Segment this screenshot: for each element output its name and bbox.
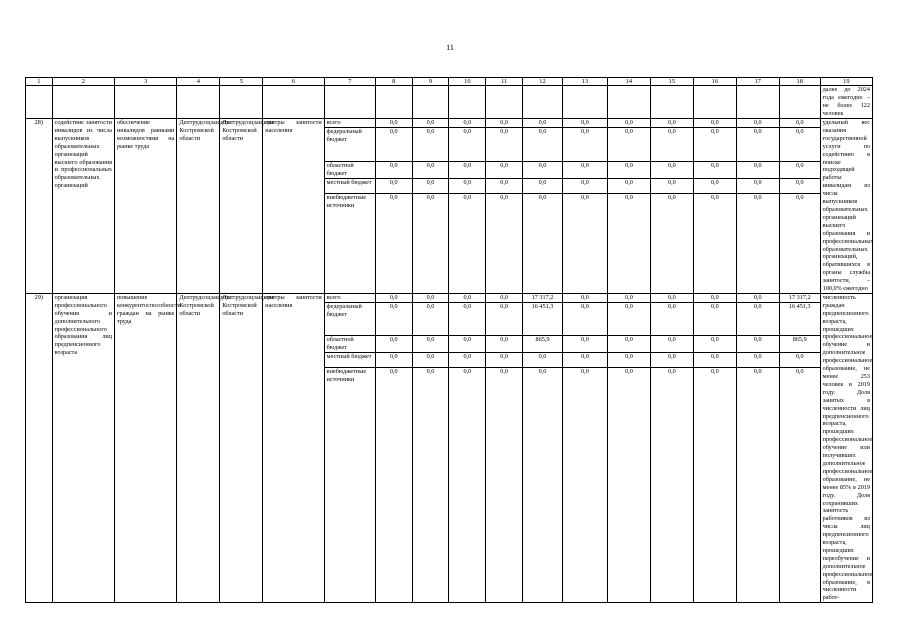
funding-value: 0,0 bbox=[650, 293, 693, 302]
budget-line-row bbox=[26, 293, 873, 302]
funding-value: 0,0 bbox=[562, 178, 607, 193]
funding-value: 0,0 bbox=[449, 336, 486, 353]
responsible-executor: Дептрудсоцзащиты Костромской области bbox=[177, 293, 220, 602]
empty-cell bbox=[177, 86, 220, 119]
funding-value: 0,0 bbox=[562, 119, 607, 128]
funding-value: 0,0 bbox=[693, 119, 736, 128]
funding-value: 0,0 bbox=[523, 161, 563, 178]
funding-value: 0,0 bbox=[486, 293, 523, 302]
event-name: содействие занятости инвалидов из числа выпускников образовательных организаций высшего образования и профессиональных образовательных организаций bbox=[52, 119, 114, 294]
funding-value: 0,0 bbox=[449, 353, 486, 368]
funding-value: 0,0 bbox=[486, 353, 523, 368]
header-cell: 10 bbox=[449, 78, 486, 86]
funding-value: 0,0 bbox=[607, 161, 650, 178]
funding-value: 0,0 bbox=[736, 368, 779, 603]
funding-value: 0,0 bbox=[607, 368, 650, 603]
funding-value: 0,0 bbox=[412, 178, 449, 193]
header-cell: 4 bbox=[177, 78, 220, 86]
funding-source: местный бюджет bbox=[324, 178, 375, 193]
funding-value: 0,0 bbox=[486, 336, 523, 353]
header-cell: 11 bbox=[486, 78, 523, 86]
empty-cell bbox=[650, 86, 693, 119]
funding-value: 0,0 bbox=[449, 178, 486, 193]
participants: центры занятости населения bbox=[263, 293, 324, 602]
funding-value: 0,0 bbox=[375, 353, 412, 368]
funding-source: внебюджетные источники bbox=[324, 368, 375, 603]
header-row bbox=[26, 78, 873, 86]
header-cell: 3 bbox=[114, 78, 176, 86]
funding-value: 0,0 bbox=[449, 368, 486, 603]
empty-cell bbox=[607, 86, 650, 119]
header-cell: 19 bbox=[820, 78, 872, 86]
funding-source: федеральный бюджет bbox=[324, 128, 375, 162]
empty-cell bbox=[114, 86, 176, 119]
participants: центры занятости населения bbox=[263, 119, 324, 294]
funding-value: 0,0 bbox=[449, 119, 486, 128]
responsible-executor: Дептрудсоцзащиты Костромской области bbox=[177, 119, 220, 294]
funding-value: 0,0 bbox=[449, 161, 486, 178]
funding-value: 0,0 bbox=[650, 336, 693, 353]
funding-value: 0,0 bbox=[449, 293, 486, 302]
funding-value: 0,0 bbox=[736, 128, 779, 162]
funding-value: 0,0 bbox=[412, 161, 449, 178]
funding-source: областной бюджет bbox=[324, 336, 375, 353]
funding-source: областной бюджет bbox=[324, 161, 375, 178]
funding-value: 0,0 bbox=[375, 368, 412, 603]
funding-value: 0,0 bbox=[375, 178, 412, 193]
funding-value: 16 451,3 bbox=[779, 302, 820, 335]
funding-value: 0,0 bbox=[693, 128, 736, 162]
funding-value: 0,0 bbox=[650, 302, 693, 335]
funding-value: 0,0 bbox=[693, 336, 736, 353]
funding-value: 0,0 bbox=[486, 128, 523, 162]
funding-value: 865,9 bbox=[779, 336, 820, 353]
funding-value: 0,0 bbox=[650, 178, 693, 193]
funding-source: всего bbox=[324, 119, 375, 128]
funding-value: 0,0 bbox=[779, 353, 820, 368]
funding-value: 0,0 bbox=[650, 353, 693, 368]
funding-value: 0,0 bbox=[486, 178, 523, 193]
funding-value: 0,0 bbox=[607, 336, 650, 353]
empty-cell bbox=[736, 86, 779, 119]
funding-value: 0,0 bbox=[523, 178, 563, 193]
event-name: организация профессионального обучения и дополнительного профессионального образования лиц предпенсионного возраста bbox=[52, 293, 114, 602]
indicator-continuation: далее до 2024 года ежегодно – не более 122 человек bbox=[820, 86, 872, 119]
funding-value: 0,0 bbox=[650, 194, 693, 294]
header-cell: 1 bbox=[26, 78, 53, 86]
funding-value: 0,0 bbox=[650, 128, 693, 162]
funding-value: 0,0 bbox=[779, 119, 820, 128]
funding-value: 0,0 bbox=[375, 161, 412, 178]
empty-cell bbox=[52, 86, 114, 119]
funding-value: 17 317,2 bbox=[523, 293, 563, 302]
header-cell: 8 bbox=[375, 78, 412, 86]
funding-value: 0,0 bbox=[779, 368, 820, 603]
funding-value: 0,0 bbox=[607, 302, 650, 335]
funding-value: 0,0 bbox=[486, 368, 523, 603]
funding-value: 0,0 bbox=[449, 128, 486, 162]
funding-value: 0,0 bbox=[562, 128, 607, 162]
funding-value: 0,0 bbox=[607, 353, 650, 368]
empty-cell bbox=[562, 86, 607, 119]
funding-value: 0,0 bbox=[562, 293, 607, 302]
funding-value: 0,0 bbox=[693, 353, 736, 368]
header-cell: 5 bbox=[220, 78, 263, 86]
funding-value: 0,0 bbox=[736, 293, 779, 302]
page-number: 11 bbox=[446, 43, 454, 52]
target-indicator: численность граждан предпенсионного возраста, прошедших профессиональное обучение и дополнительное профессиональное образование, не менее 253 человек в 2019 году. Доля занятых в численности лиц предпенсионного возраста, прошедших профессиональное обучение или получивших дополнительное профессиональное образование, не менее 85% в 2019 году. Доля сохранивших занятость работников из числа лиц предпенсионного возраста, прошедших переобучение и дополнительное профессиональное образование, в численности работ- bbox=[820, 293, 872, 602]
funding-value: 0,0 bbox=[736, 178, 779, 193]
funding-value: 0,0 bbox=[607, 194, 650, 294]
funding-value: 0,0 bbox=[607, 178, 650, 193]
funding-value: 0,0 bbox=[736, 353, 779, 368]
header-cell: 12 bbox=[523, 78, 563, 86]
empty-cell bbox=[263, 86, 324, 119]
funding-value: 0,0 bbox=[736, 302, 779, 335]
funding-value: 0,0 bbox=[486, 119, 523, 128]
empty-cell bbox=[693, 86, 736, 119]
funding-value: 0,0 bbox=[693, 194, 736, 294]
funding-value: 0,0 bbox=[375, 302, 412, 335]
funding-source: внебюджетные источники bbox=[324, 194, 375, 294]
funding-value: 0,0 bbox=[562, 161, 607, 178]
funding-value: 0,0 bbox=[650, 368, 693, 603]
budget-line-row bbox=[26, 119, 873, 128]
header-cell: 18 bbox=[779, 78, 820, 86]
co-executor: Дептрудсоцзащиты Костромской области bbox=[220, 119, 263, 294]
funding-value: 0,0 bbox=[412, 353, 449, 368]
funding-value: 0,0 bbox=[562, 336, 607, 353]
empty-cell bbox=[779, 86, 820, 119]
empty-cell bbox=[26, 86, 53, 119]
funding-value: 0,0 bbox=[693, 161, 736, 178]
empty-cell bbox=[412, 86, 449, 119]
funding-value: 0,0 bbox=[693, 302, 736, 335]
header-cell: 7 bbox=[324, 78, 375, 86]
header-cell: 9 bbox=[412, 78, 449, 86]
program-table bbox=[25, 77, 873, 603]
target-indicator: удельный вес оказания государственной услуги по содействию в поиске подходящей работы инвалидам из числа выпускников образовательных организаций высшего образования и профессиональных образовательных организаций, обратившихся в органы службы занятости, – 100,0% ежегодно bbox=[820, 119, 872, 294]
funding-value: 0,0 bbox=[412, 336, 449, 353]
header-cell: 13 bbox=[562, 78, 607, 86]
empty-cell bbox=[220, 86, 263, 119]
funding-value: 0,0 bbox=[486, 161, 523, 178]
funding-value: 0,0 bbox=[693, 368, 736, 603]
funding-value: 865,9 bbox=[523, 336, 563, 353]
funding-value: 0,0 bbox=[779, 161, 820, 178]
funding-value: 0,0 bbox=[523, 128, 563, 162]
funding-value: 0,0 bbox=[607, 293, 650, 302]
funding-source: местный бюджет bbox=[324, 353, 375, 368]
funding-value: 0,0 bbox=[412, 119, 449, 128]
funding-value: 0,0 bbox=[779, 128, 820, 162]
funding-value: 0,0 bbox=[449, 302, 486, 335]
header-cell: 14 bbox=[607, 78, 650, 86]
funding-value: 0,0 bbox=[375, 128, 412, 162]
funding-value: 0,0 bbox=[779, 194, 820, 294]
funding-value: 0,0 bbox=[523, 119, 563, 128]
funding-value: 0,0 bbox=[486, 302, 523, 335]
empty-cell bbox=[324, 86, 375, 119]
header-cell: 16 bbox=[693, 78, 736, 86]
funding-value: 0,0 bbox=[650, 161, 693, 178]
funding-value: 0,0 bbox=[412, 302, 449, 335]
funding-value: 0,0 bbox=[562, 368, 607, 603]
expected-result: обеспечение инвалидов равными возможностями на рынке труда bbox=[114, 119, 176, 294]
funding-value: 0,0 bbox=[650, 119, 693, 128]
funding-value: 0,0 bbox=[412, 194, 449, 294]
funding-value: 0,0 bbox=[523, 353, 563, 368]
funding-value: 0,0 bbox=[412, 293, 449, 302]
empty-cell bbox=[449, 86, 486, 119]
funding-value: 16 451,3 bbox=[523, 302, 563, 335]
empty-cell bbox=[486, 86, 523, 119]
funding-value: 0,0 bbox=[412, 368, 449, 603]
funding-value: 0,0 bbox=[449, 194, 486, 294]
funding-value: 0,0 bbox=[375, 336, 412, 353]
row-number: 28) bbox=[26, 119, 53, 294]
funding-value: 0,0 bbox=[736, 161, 779, 178]
funding-value: 0,0 bbox=[607, 128, 650, 162]
funding-value: 0,0 bbox=[562, 194, 607, 294]
row-number: 29) bbox=[26, 293, 53, 602]
funding-value: 0,0 bbox=[375, 194, 412, 294]
funding-value: 0,0 bbox=[562, 353, 607, 368]
funding-value: 0,0 bbox=[736, 336, 779, 353]
empty-cell bbox=[523, 86, 563, 119]
funding-value: 0,0 bbox=[607, 119, 650, 128]
funding-value: 0,0 bbox=[375, 293, 412, 302]
header-cell: 17 bbox=[736, 78, 779, 86]
header-cell: 15 bbox=[650, 78, 693, 86]
funding-value: 0,0 bbox=[523, 368, 563, 603]
funding-value: 0,0 bbox=[375, 119, 412, 128]
co-executor: Дептрудсоцзащиты Костромской области bbox=[220, 293, 263, 602]
funding-value: 0,0 bbox=[693, 178, 736, 193]
funding-source: всего bbox=[324, 293, 375, 302]
funding-value: 0,0 bbox=[523, 194, 563, 294]
empty-cell bbox=[375, 86, 412, 119]
funding-value: 0,0 bbox=[736, 194, 779, 294]
funding-value: 0,0 bbox=[693, 293, 736, 302]
funding-value: 0,0 bbox=[486, 194, 523, 294]
header-cell: 2 bbox=[52, 78, 114, 86]
funding-value: 0,0 bbox=[736, 119, 779, 128]
funding-source: федеральный бюджет bbox=[324, 302, 375, 335]
continuation-row bbox=[26, 86, 873, 119]
funding-value: 17 317,2 bbox=[779, 293, 820, 302]
funding-value: 0,0 bbox=[779, 178, 820, 193]
header-cell: 6 bbox=[263, 78, 324, 86]
funding-value: 0,0 bbox=[562, 302, 607, 335]
funding-value: 0,0 bbox=[412, 128, 449, 162]
expected-result: повышение конкурентоспособности граждан на рынке труда bbox=[114, 293, 176, 602]
